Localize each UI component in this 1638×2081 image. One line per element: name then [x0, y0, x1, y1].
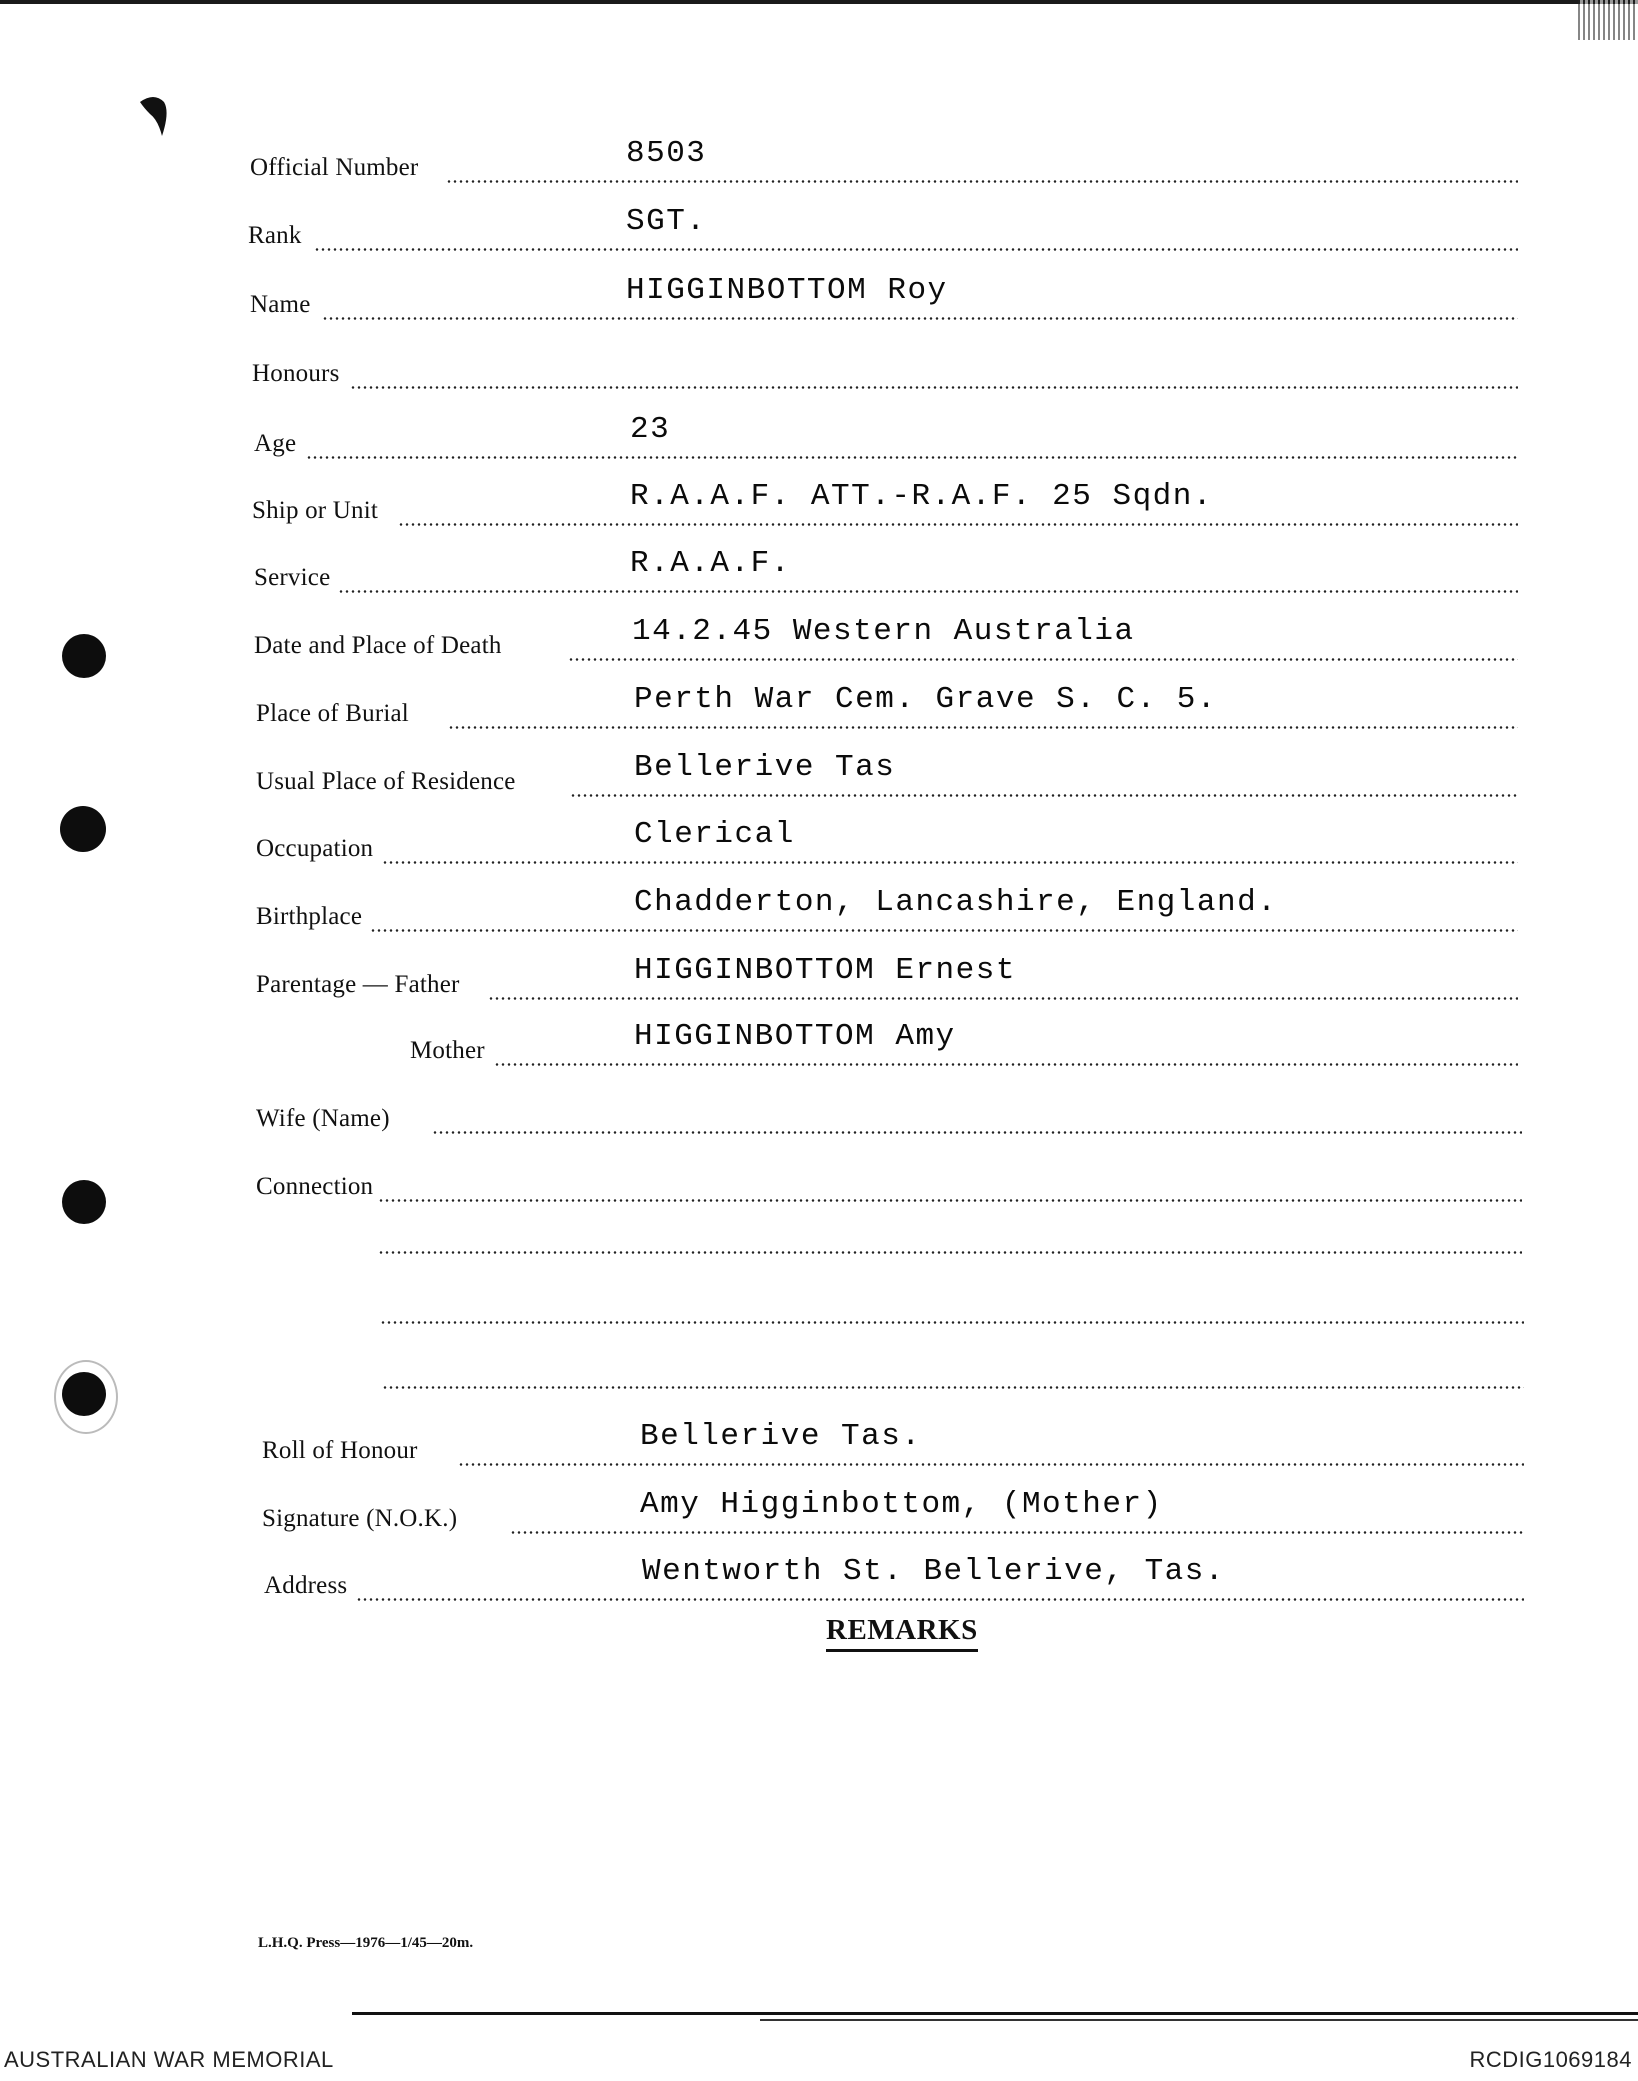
- ink-mark-icon: [136, 92, 172, 138]
- field-label: Place of Burial: [256, 700, 409, 727]
- field-value: SGT.: [626, 204, 707, 239]
- field-parentage-father: [0, 953, 1638, 1003]
- field-value: Bellerive Tas: [634, 750, 896, 785]
- field-dotted-line: [432, 1131, 1522, 1134]
- field-usual-residence: [0, 750, 1638, 800]
- field-value: HIGGINBOTTOM Roy: [626, 273, 948, 308]
- field-ship-or-unit: [0, 479, 1638, 529]
- field-value: Clerical: [634, 817, 795, 852]
- field-label: Parentage — Father: [256, 971, 460, 998]
- field-dotted-line: [398, 523, 1518, 526]
- field-date-place-of-death: [0, 614, 1638, 664]
- field-label: Rank: [248, 222, 302, 249]
- field-dotted-line: [568, 658, 1518, 661]
- field-rank: [0, 204, 1638, 254]
- field-value: R.A.A.F.: [630, 546, 791, 581]
- field-roll-of-honour: [0, 1419, 1638, 1469]
- field-address: [0, 1554, 1638, 1604]
- field-label: Address: [264, 1572, 348, 1599]
- field-signature-nok: [0, 1487, 1638, 1537]
- field-dotted-line: [570, 794, 1518, 797]
- connection-extra-line-3: [382, 1386, 1524, 1389]
- field-value: Chadderton, Lancashire, England.: [634, 885, 1278, 920]
- field-label: Service: [254, 564, 331, 591]
- field-value: HIGGINBOTTOM Ernest: [634, 953, 1016, 988]
- field-value: 14.2.45 Western Australia: [632, 614, 1135, 649]
- field-dotted-line: [356, 1598, 1524, 1601]
- field-value: 8503: [626, 136, 707, 171]
- field-dotted-line: [350, 386, 1518, 389]
- field-dotted-line: [510, 1531, 1524, 1534]
- field-dotted-line: [378, 1199, 1522, 1202]
- field-parentage-mother: [0, 1019, 1638, 1069]
- field-connection: [0, 1165, 1638, 1205]
- field-dotted-line: [338, 590, 1518, 593]
- footer-archive-name: AUSTRALIAN WAR MEMORIAL: [4, 2047, 334, 2072]
- field-official-number: [0, 136, 1638, 186]
- field-dotted-line: [306, 456, 1518, 459]
- field-label: Signature (N.O.K.): [262, 1505, 458, 1532]
- field-label: Connection: [256, 1173, 374, 1200]
- punch-hole-4: [62, 1372, 106, 1416]
- remarks-heading: REMARKS: [826, 1614, 978, 1652]
- field-label: Occupation: [256, 835, 374, 862]
- field-dotted-line: [314, 248, 1518, 251]
- field-occupation: [0, 817, 1638, 867]
- field-label: Birthplace: [256, 903, 363, 930]
- field-label: Official Number: [250, 154, 419, 181]
- field-value: Perth War Cem. Grave S. C. 5.: [634, 682, 1217, 717]
- connection-extra-line-1: [378, 1251, 1522, 1254]
- field-value: Wentworth St. Bellerive, Tas.: [642, 1554, 1225, 1589]
- field-dotted-line: [370, 929, 1518, 932]
- field-value: HIGGINBOTTOM Amy: [634, 1019, 956, 1054]
- field-label: Wife (Name): [256, 1105, 390, 1132]
- field-place-of-burial: [0, 682, 1638, 732]
- bottom-rule-secondary: [760, 2019, 1638, 2021]
- field-label: Mother: [410, 1037, 485, 1064]
- field-label: Age: [254, 430, 297, 457]
- field-service: [0, 546, 1638, 596]
- field-birthplace: [0, 885, 1638, 935]
- field-dotted-line: [446, 180, 1518, 183]
- field-value: R.A.A.F. ATT.-R.A.F. 25 Sqdn.: [630, 479, 1213, 514]
- field-value: Amy Higginbottom, (Mother): [640, 1487, 1163, 1522]
- field-honours: [0, 352, 1638, 392]
- printer-imprint: L.H.Q. Press—1976—1/45—20m.: [258, 1935, 474, 1951]
- field-dotted-line: [382, 861, 1518, 864]
- field-label: Honours: [252, 360, 340, 387]
- field-label: Roll of Honour: [262, 1437, 418, 1464]
- field-dotted-line: [458, 1463, 1524, 1466]
- footer-record-id: RCDIG1069184: [1469, 2047, 1632, 2072]
- field-dotted-line: [494, 1063, 1518, 1066]
- field-label: Date and Place of Death: [254, 632, 502, 659]
- field-dotted-line: [322, 317, 1518, 320]
- field-age: [0, 412, 1638, 462]
- bottom-rule: [352, 2012, 1638, 2015]
- field-label: Usual Place of Residence: [256, 768, 516, 795]
- connection-extra-line-2: [380, 1321, 1524, 1324]
- scan-corner-artifact: [1578, 0, 1638, 40]
- field-name: [0, 273, 1638, 323]
- field-value: 23: [630, 412, 671, 447]
- field-label: Name: [250, 291, 311, 318]
- field-wife-name: [0, 1097, 1638, 1137]
- field-dotted-line: [448, 726, 1518, 729]
- field-dotted-line: [488, 997, 1518, 1000]
- top-border: [0, 0, 1638, 4]
- field-value: Bellerive Tas.: [640, 1419, 922, 1454]
- field-label: Ship or Unit: [252, 497, 379, 524]
